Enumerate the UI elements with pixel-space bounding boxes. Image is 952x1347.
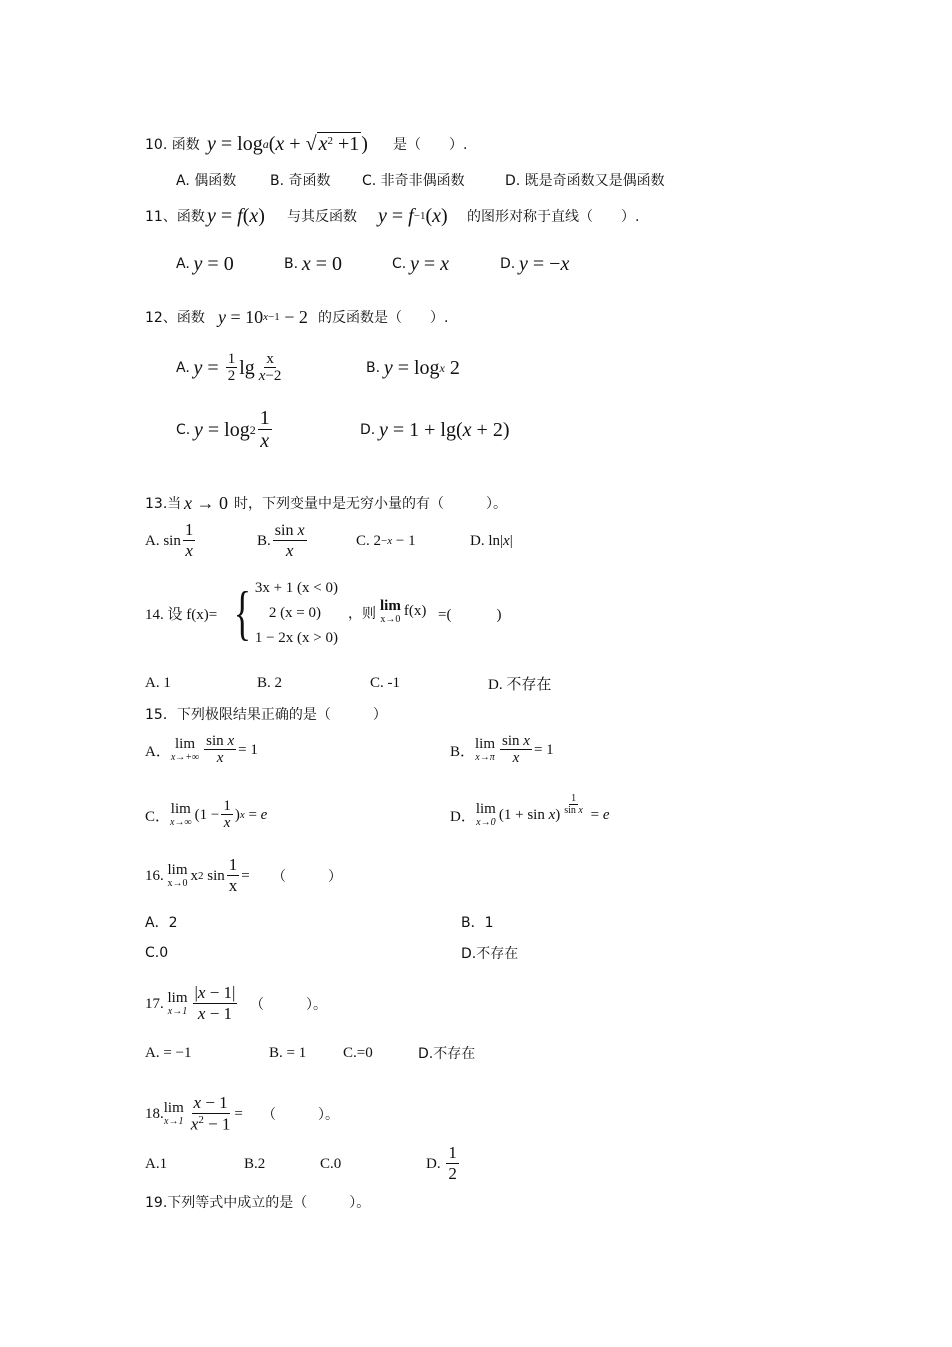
q14-option-d: D. 不存在 [488, 676, 552, 693]
q17-options [0, 1033, 952, 1073]
q17-suffix: （ ）。 [250, 997, 327, 1013]
q17-option-b: B. = 1 [269, 1044, 307, 1061]
q13-prefix: 13.当 [145, 496, 182, 512]
question-13 [0, 483, 952, 523]
brace-symbol: { [233, 580, 252, 646]
q16-option-a: A．2 [145, 915, 178, 931]
q18-options [0, 1142, 952, 1186]
q18-option-a: A.1 [145, 1155, 168, 1172]
q12-formula: y = 10 x−1 − 2 [218, 306, 308, 327]
q13-option-d: D. ln|x| [470, 532, 513, 549]
q17-option-a: A. = −1 [145, 1044, 192, 1061]
q16-suffix: （ ） [272, 869, 342, 885]
q10-prefix: 10. 函数 [145, 137, 200, 153]
q15-option-d: D． lim x→0 (1 + sin x) $\frac{1}{\text{sin x}}$ = e [450, 793, 610, 828]
q11-inverse: y = f −1 ( x ) [378, 204, 448, 227]
q15-text: 15．下列极限结果正确的是（ ） [145, 707, 387, 723]
q13-option-b: B. $\frac{\text{sin x}}{x}$ [257, 521, 305, 560]
question-14 [0, 573, 952, 653]
q10-option-a: A. 偶函数 [176, 173, 237, 189]
q14-piecewise [230, 577, 338, 649]
q11-option-a: A. y = 0 [176, 252, 234, 275]
q11-function: y = f ( x ) [207, 204, 265, 227]
q16-options-row2 [0, 933, 952, 973]
q11-mid: 与其反函数 [287, 209, 357, 225]
question-17 [0, 978, 952, 1030]
q15-options-row2 [0, 792, 952, 838]
q18-option-c: C.0 [320, 1155, 342, 1172]
q11-options [0, 244, 952, 284]
q14-case-1: 3x + 1 (x < 0) [254, 579, 338, 596]
q16-formula: 16. lim x→0 x 2 sin $\frac{1}{x}$ = [145, 855, 250, 896]
q18-option-b: B.2 [244, 1155, 266, 1172]
q17-formula: 17. lim x→1 $\frac{|x - 1|}{x - 1}$ [145, 983, 236, 1024]
q18-suffix: （ ）。 [262, 1107, 339, 1123]
q14-option-b: B. 2 [257, 674, 283, 691]
q10-options [0, 160, 952, 200]
q12-prefix: 12、函数 [145, 310, 205, 326]
q14-case-2: 2 (x = 0) [268, 604, 322, 621]
q14-option-c: C. -1 [370, 674, 400, 691]
q15-option-a: A． lim x→+∞ $\frac{\text{sin x}}{x}$ = 1 [145, 732, 258, 767]
q10-option-c: C. 非奇非偶函数 [362, 173, 465, 189]
question-18 [0, 1090, 952, 1138]
q12-options-row2 [0, 406, 952, 454]
question-19 [0, 1182, 952, 1222]
q14-mid: ，则 [348, 606, 376, 622]
q13-option-a: A. sin $\frac{1}{x}$ [145, 520, 194, 561]
q15-option-c: C． lim x→∞ (1 − $\frac{1}{x}$ ) x = e [145, 797, 268, 832]
q15-option-b: B． lim x→π $\frac{\text{sin x}}{x}$ = 1 [450, 732, 554, 767]
q18-formula: 18. lim x→1 $\frac{x - 1}{x^2 - 1}$ = [145, 1093, 243, 1134]
q10-option-d: D. 既是奇函数又是偶函数 [505, 173, 665, 189]
question-16 [0, 854, 952, 898]
question-11 [0, 196, 952, 236]
q12-option-d: D. y = 1 + lg( x + 2) [360, 418, 510, 441]
q11-prefix: 11、函数 [145, 209, 205, 225]
q14-option-a: A. 1 [145, 674, 171, 691]
q10-option-b: B. 奇函数 [270, 173, 331, 189]
q12-option-a: A. y = $\frac{1}{2}$ lg $\frac{x}{x-2}$ [176, 350, 282, 385]
question-12 [0, 297, 952, 337]
q14-case-3: 1 − 2x (x > 0) [254, 629, 338, 646]
q10-suffix: 是（ ）. [393, 137, 468, 153]
q13-options [0, 518, 952, 564]
q12-options-row1 [0, 346, 952, 390]
q15-options-row1 [0, 728, 952, 772]
q18-option-d: D. $\frac{1}{2}$ [426, 1143, 457, 1184]
q17-option-c: C.=0 [343, 1044, 373, 1061]
q14-prefix: 14. 设 f(x)= [145, 607, 218, 623]
q16-option-b: B．1 [461, 915, 494, 931]
q19-text: 19.下列等式中成立的是（ ）。 [145, 1195, 371, 1211]
q13-option-c: C. 2 −x − 1 [356, 532, 416, 549]
q14-limit: lim x→0 f(x) [380, 598, 427, 625]
q11-option-c: C. y = x [392, 252, 450, 275]
q11-option-d: D. y = − x [500, 252, 570, 275]
q16-option-c: C.0 [145, 945, 169, 961]
q14-suffix: =( ) [438, 607, 502, 623]
question-10 [0, 124, 952, 164]
q16-option-d: D.不存在 [461, 946, 519, 962]
q11-suffix: 的图形对称于直线（ ）. [467, 209, 640, 225]
q13-condition: x → 0 [184, 492, 228, 513]
q13-suffix: 时，下列变量中是无穷小量的有（ ）。 [234, 496, 507, 512]
q11-option-b: B. x = 0 [284, 252, 342, 275]
q17-option-d: D.不存在 [418, 1046, 476, 1062]
q12-suffix: 的反函数是（ ）. [318, 310, 449, 326]
q10-formula: y = log a ( x + √ $x^2 +1$ ) [207, 132, 368, 155]
q12-option-b: B. y = log x 2 [366, 356, 460, 379]
q12-option-c: C. y = log 2 $\frac{1}{x}$ [176, 407, 270, 452]
